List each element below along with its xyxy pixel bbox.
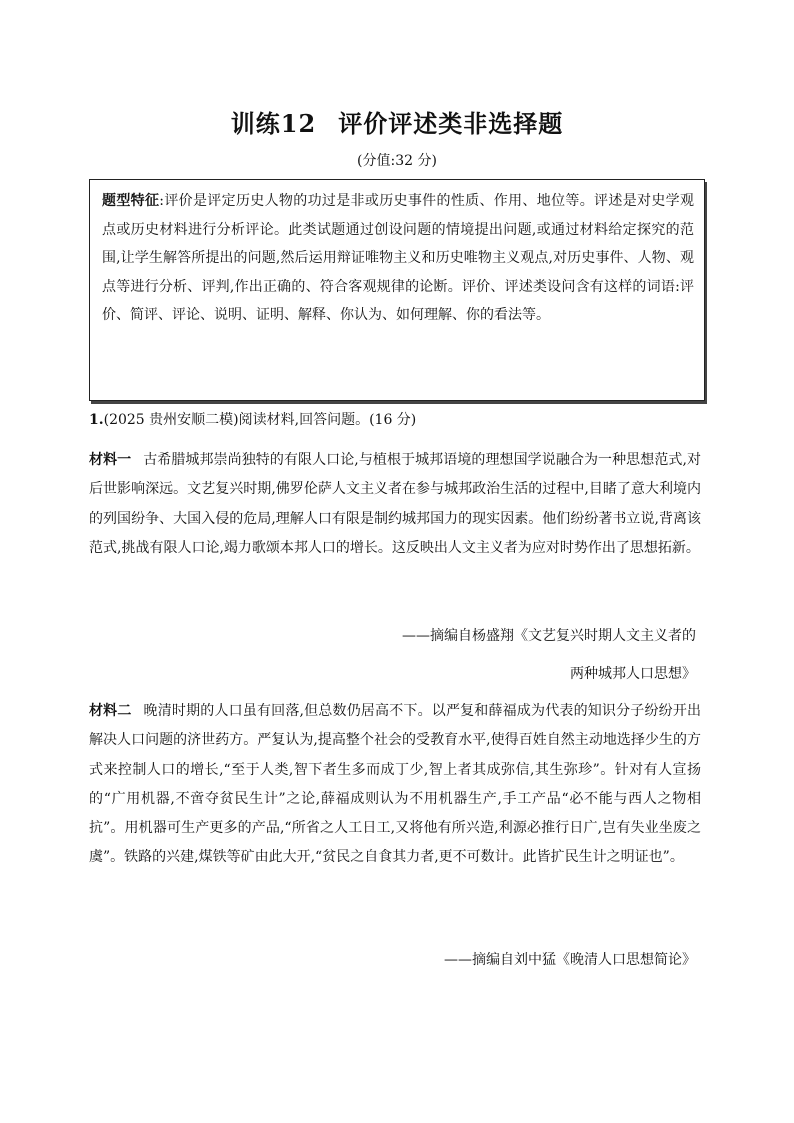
material-one-source-line2: 两种城邦人口思想》 (570, 666, 696, 682)
question-number: 1. (89, 412, 104, 428)
material-one-text: 古希腊城邦崇尚独特的有限人口论,与植根于城邦语境的理想国学说融合为一种思想范式,对后世影响深远。文艺复兴时期,佛罗伦萨人文主义者在参与城邦政治生活的过程中,目睹了意大利境内的列国纷争、大国入侵的危局,理解人口有限是制约城邦国力的现实因素。他们纷纷著书立说,背离该范式,挑战有限人口论,竭力歌颂本邦人口的增长。这反映出人文主义者为应对时势作出了思想拓新。 (89, 452, 701, 556)
page-title (0, 104, 794, 139)
score-subtitle: (分值:32 分) (357, 153, 437, 169)
material-one-source-line1: ——摘编自杨盛翔《文艺复兴时期人文主义者的 (402, 628, 696, 644)
material-two-text: 晚清时期的人口虽有回落,但总数仍居高不下。以严复和薛福成为代表的知识分子纷纷开出解决人口问题的济世药方。严复认为,提高整个社会的受教育水平,使得百姓自然主动地选择少生的方式来控制人口的增长,“至于人类,智下者生多而成丁少,智上者其成弥信,其生弥珍”。针对有人宣扬的“广用机器,不啻夺贫民生计”之论,薛福成则认为不用机器生产,手工产品“必不能与西人之物相抗”。用机器可生产更多的产品,“所省之人工日工,又将他有所兴造,利源必推行日广,岂有失业坐废之虞”。铁路的兴建,煤铁等矿由此大开,“贫民之自食其力者,更不可数计。此皆扩民生计之明证也”。 (89, 703, 702, 866)
material-two-label: 材料二 (89, 703, 132, 719)
title-text: 评价评述类非选择题 (338, 109, 564, 138)
question-type-text: :评价是评定历史人物的功过是非或历史事件的性质、作用、地位等。评述是对史学观点或历史材料进行分析评论。此类试题通过创设问题的情境提出问题,或通过材料给定探究的范围,让学生解答所提出的问题,然后运用辩证唯物主义和历史唯物主义观点,对历史事件、人物、观点等进行分析、评判,作出正确的、符合客观规律的论断。评价、评述类设问含有这样的词语:评价、简评、评论、说明、证明、解释、你认为、如何理解、你的看法等。 (102, 193, 694, 324)
material-one (89, 446, 701, 563)
question-prompt: (2025 贵州安顺二模)阅读材料,回答问题。(16 分) (103, 412, 417, 428)
question-type-label: 题型特征 (102, 193, 160, 209)
material-two (89, 697, 701, 873)
title-number: 12 (280, 109, 317, 138)
question-heading (89, 410, 705, 430)
material-two-source: ——摘编自刘中猛《晚清人口思想简论》 (444, 952, 696, 968)
material-one-label: 材料一 (89, 452, 132, 468)
title-prefix: 训练 (230, 109, 281, 138)
question-type-box (89, 179, 705, 401)
